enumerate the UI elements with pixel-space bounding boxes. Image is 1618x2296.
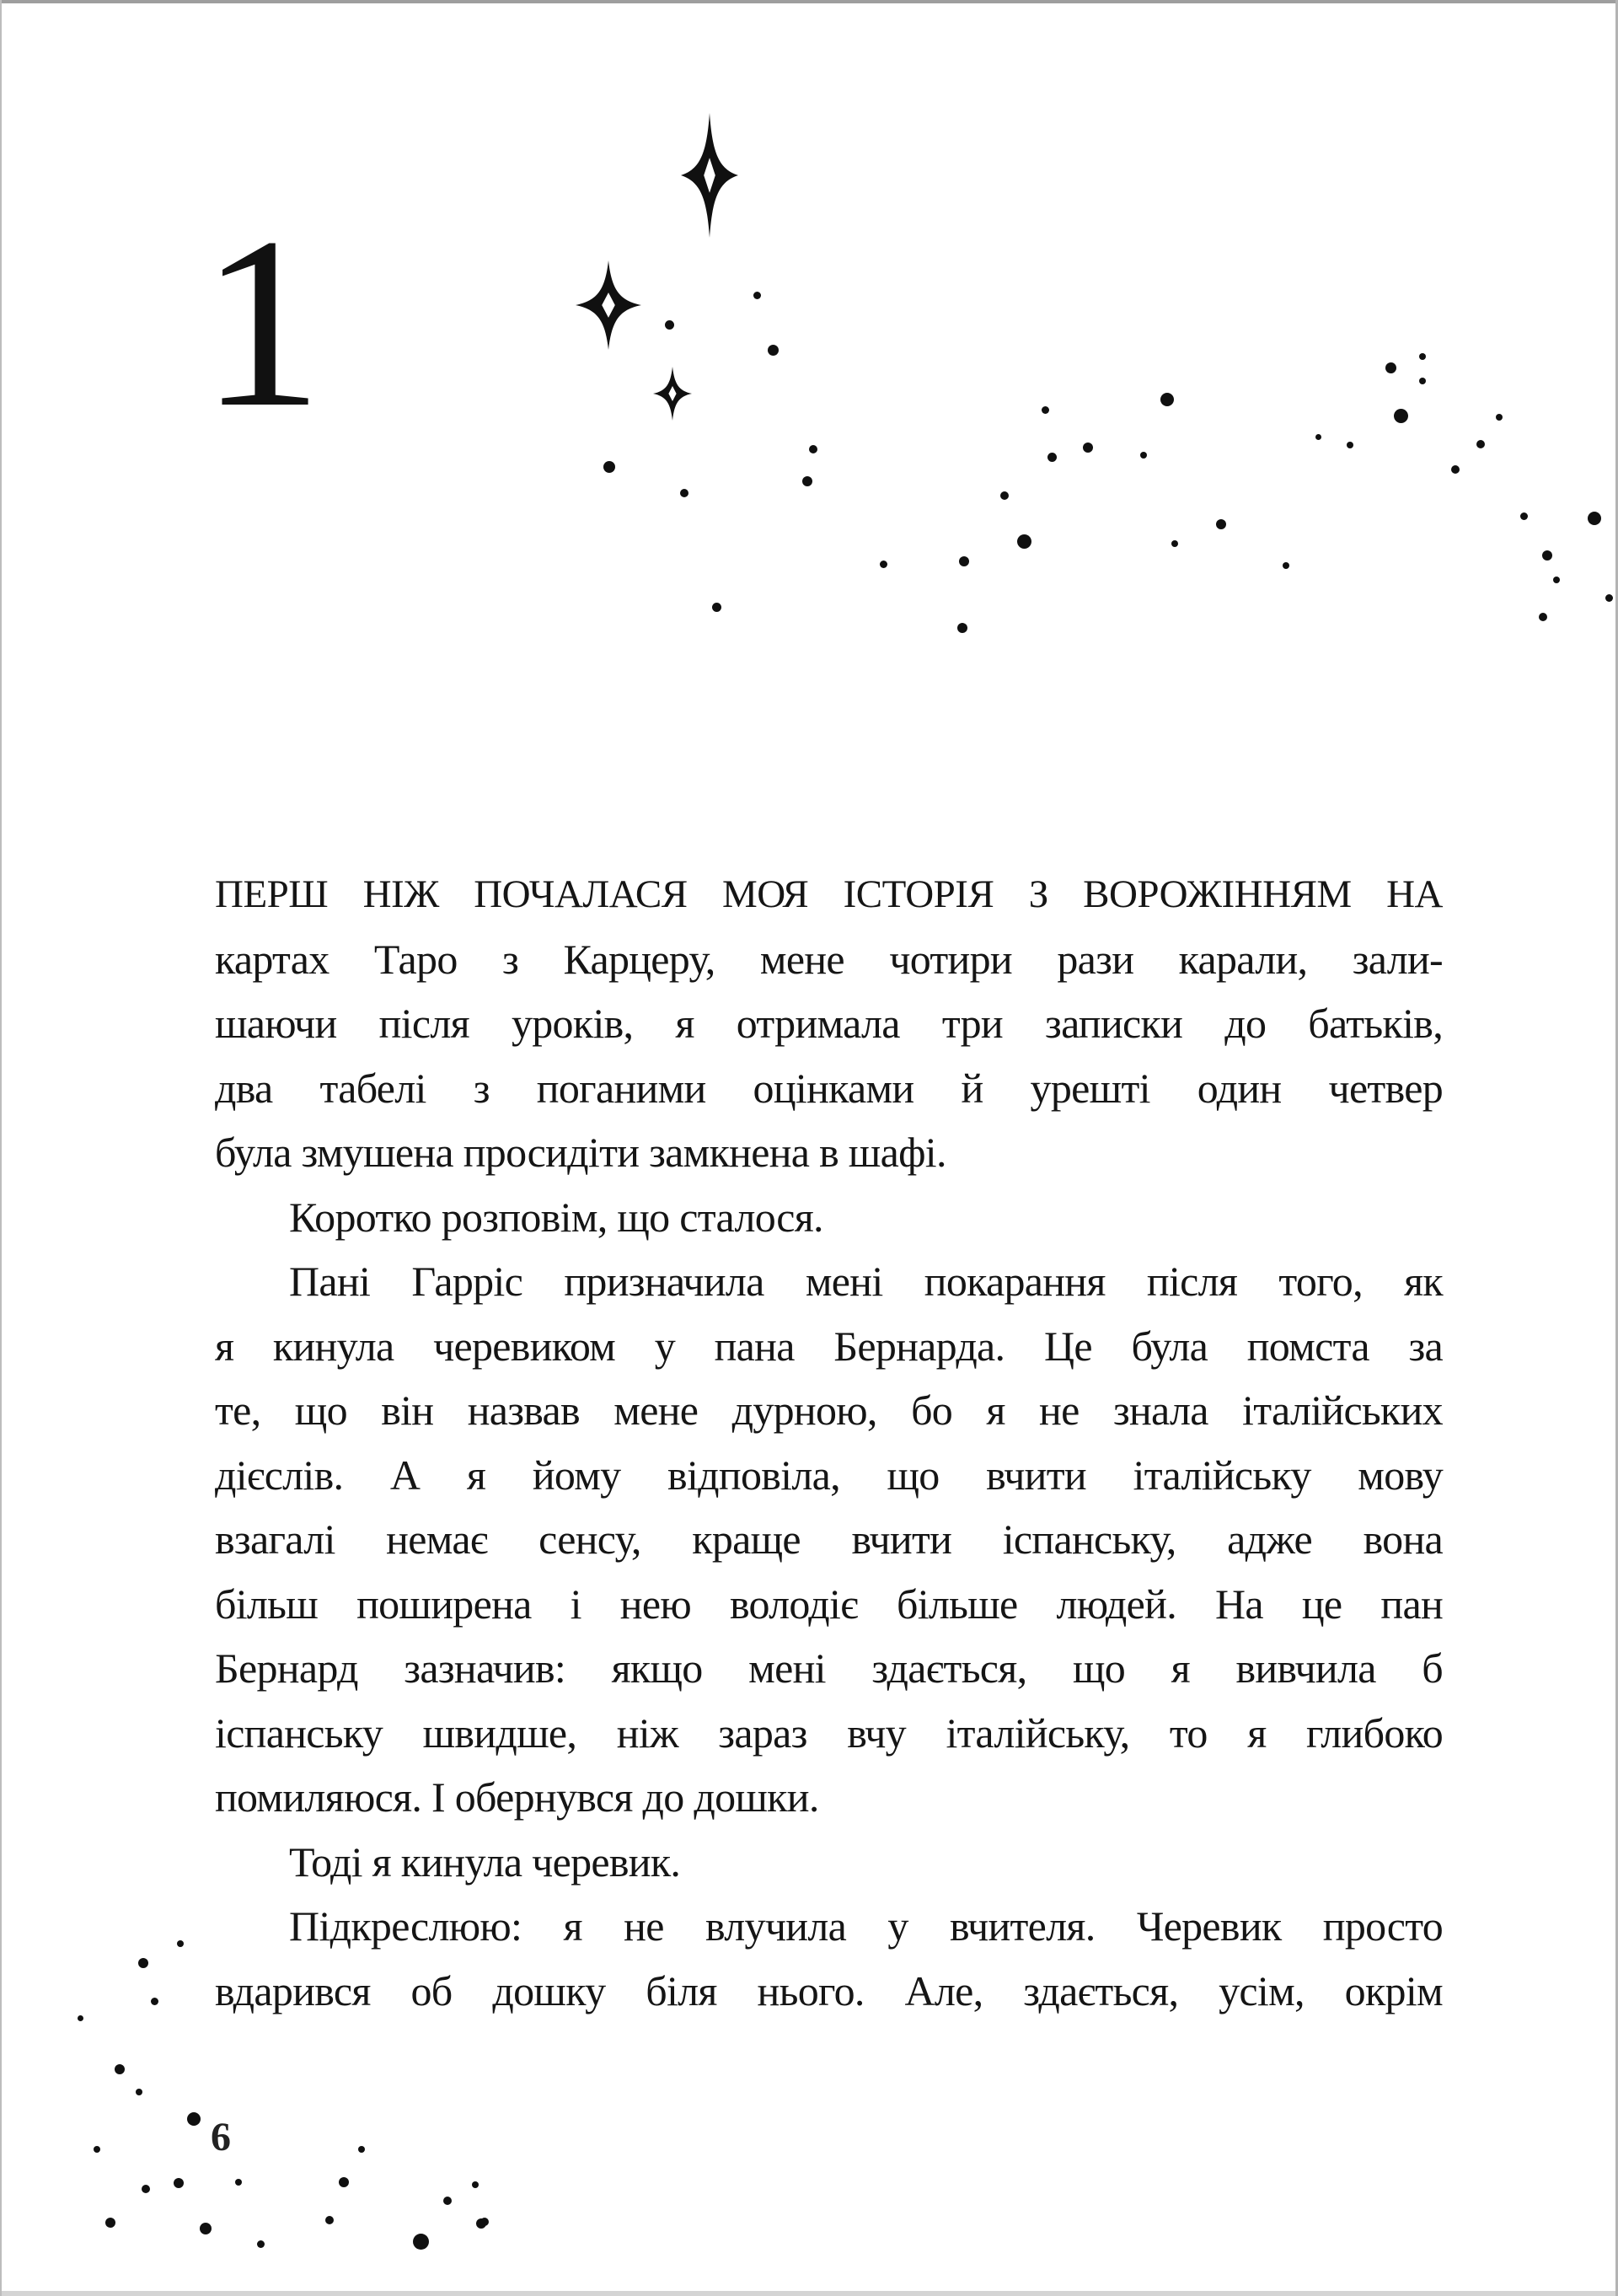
body-text: [215, 862, 1443, 2023]
text-line: ПЕРШ НІЖ ПОЧАЛАСЯ МОЯ ІСТОРІЯ З ВОРОЖІННЯМ НА: [215, 872, 1443, 916]
star-dot: [1017, 534, 1031, 549]
star-dot: [1315, 434, 1321, 440]
text-line: Бернард зазначив: якщо мені здається, що я вивчила б: [215, 1644, 1443, 1692]
star-dot: [177, 1940, 184, 1947]
star-dot: [1451, 465, 1460, 474]
star-dot: [1347, 442, 1353, 448]
star-dot: [1385, 362, 1396, 373]
star-dot: [1553, 577, 1560, 583]
star-dot: [174, 2178, 184, 2188]
star-dot: [1496, 414, 1503, 421]
star-dot: [680, 489, 688, 497]
star-dot: [1216, 519, 1226, 529]
star-dot: [880, 561, 887, 568]
text-line: два табелі з поганими оцінками й урешті один четвер: [215, 1064, 1443, 1112]
star-dot: [1476, 440, 1485, 448]
text-line: шаючи після уроків, я отримала три записки до батьків,: [215, 1000, 1443, 1047]
sparkle-large-icon: [681, 113, 738, 242]
sparkle-small-icon: [653, 367, 692, 425]
star-dot: [187, 2112, 201, 2126]
page-number: 6: [211, 2115, 231, 2159]
star-dot: [1605, 594, 1613, 602]
star-dot: [472, 2181, 479, 2188]
star-dot: [1394, 409, 1408, 423]
star-dot: [138, 1958, 148, 1968]
text-line: дієслів. А я йому відповіла, що вчити італійську мову: [215, 1451, 1443, 1499]
text-line: взагалі немає сенсу, краще вчити іспанську, адже вона: [215, 1515, 1443, 1563]
star-dot: [1083, 443, 1093, 453]
text-line: Підкреслюю: я не влучила у вчителя. Черевик просто: [289, 1902, 1443, 1950]
star-dot: [802, 476, 812, 486]
text-line: Пані Гарріс призначила мені покарання після того, як: [289, 1258, 1443, 1305]
star-dot: [151, 1998, 158, 2005]
star-dot: [712, 603, 721, 612]
text-line: іспанську швидше, ніж зараз вчу італійську, то я глибоко: [215, 1709, 1443, 1757]
text-line: Тоді я кинула черевик.: [289, 1837, 681, 1886]
star-dot: [1160, 393, 1174, 406]
star-dot: [768, 345, 779, 356]
star-dot: [413, 2234, 429, 2250]
text-line: помиляюся. І обернувся до дошки.: [215, 1773, 819, 1821]
text-line: картах Таро з Карцеру, мене чотири рази карали, зали-: [215, 935, 1443, 983]
star-dot: [753, 292, 761, 299]
star-dot: [105, 2218, 115, 2228]
star-dot: [339, 2177, 349, 2187]
star-dot: [200, 2223, 212, 2234]
star-dot: [1042, 406, 1049, 414]
star-dot: [1419, 378, 1426, 384]
star-dot: [480, 2218, 489, 2226]
star-dot: [603, 461, 615, 473]
text-line: те, що він назвав мене дурною, бо я не знала італійських: [215, 1387, 1443, 1434]
star-dot: [78, 2015, 83, 2021]
sparkle-medium-icon: [576, 260, 641, 354]
text-line: була змушена просидіти замкнена в шафі.: [215, 1129, 946, 1176]
chapter-number: 1: [201, 187, 323, 458]
star-dot: [1539, 613, 1547, 621]
star-dot: [257, 2240, 265, 2248]
star-dot: [959, 556, 969, 566]
star-dot: [1000, 491, 1009, 500]
text-line: я кинула черевиком у пана Бернарда. Це була помста за: [215, 1322, 1443, 1370]
star-dot: [443, 2197, 452, 2205]
star-dot: [1283, 562, 1289, 569]
star-dot: [325, 2216, 334, 2224]
star-dot: [1419, 353, 1426, 360]
star-dot: [809, 445, 817, 453]
star-dot: [1542, 550, 1552, 561]
star-dot: [1588, 512, 1601, 525]
star-dot: [115, 2064, 125, 2074]
star-dot: [136, 2089, 142, 2095]
star-dot: [1047, 453, 1057, 462]
text-line: вдарився об дошку біля нього. Але, здається, усім, окрім: [215, 1966, 1443, 2014]
star-dot: [142, 2185, 150, 2193]
star-dot: [957, 623, 967, 633]
star-dot: [1520, 512, 1528, 520]
star-dot: [1140, 452, 1147, 459]
star-dot: [358, 2146, 365, 2153]
star-dot: [1171, 540, 1178, 547]
text-line: Коротко розповім, що сталося.: [289, 1193, 823, 1241]
star-dot: [665, 320, 674, 330]
star-dot: [235, 2179, 242, 2186]
star-dot: [94, 2146, 100, 2153]
text-line: більш поширена і нею володіє більше людей. На це пан: [215, 1580, 1443, 1628]
